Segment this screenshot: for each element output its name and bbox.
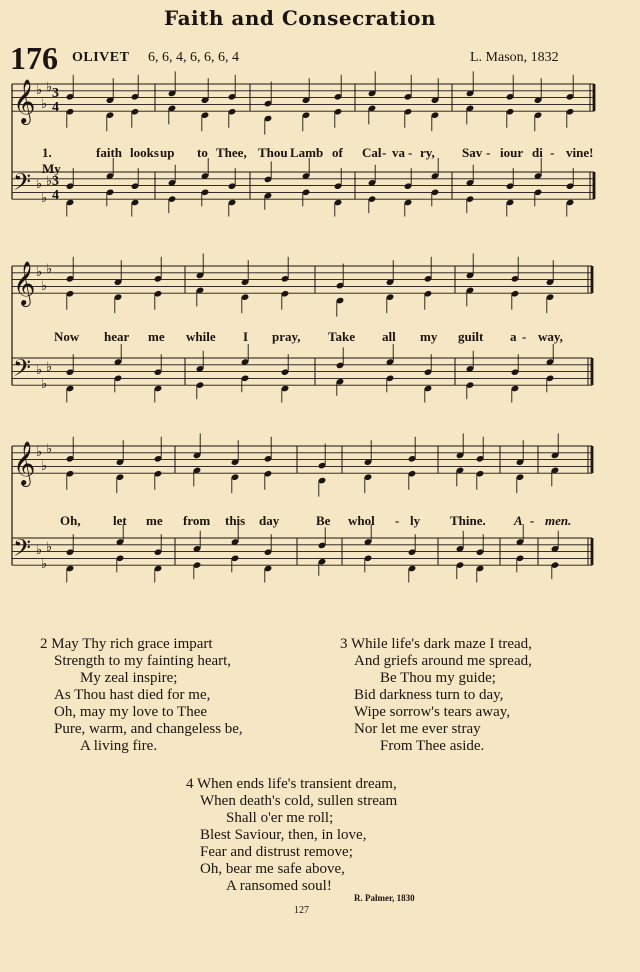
- verse-line: 4 When ends life's transient dream,: [186, 776, 397, 792]
- lyric-word: hear: [104, 329, 130, 344]
- lyric-word: -: [530, 513, 535, 528]
- verse-line: Strength to my fainting heart,: [54, 653, 232, 669]
- verse-line: 2 May Thy rich grace impart: [40, 636, 213, 652]
- lyric-word: iour: [500, 145, 524, 160]
- lyric-word: men.: [545, 513, 572, 528]
- lyric-word: day: [259, 513, 280, 528]
- flat-sign: ♭: [46, 174, 53, 189]
- bass-clef: 𝄢: [13, 354, 32, 387]
- lyric-word: -: [486, 145, 491, 160]
- lyric-word: ly: [410, 513, 421, 528]
- lyric-word: Thee,: [216, 145, 247, 160]
- verse-line: Blest Saviour, then, in love,: [200, 827, 367, 843]
- lyric-word: guilt: [458, 329, 484, 344]
- verse-line: Bid darkness turn to day,: [354, 687, 504, 703]
- verse-line: Pure, warm, and changeless be,: [54, 721, 243, 737]
- lyric-word: my: [420, 329, 438, 344]
- flat-sign: ♭: [46, 360, 53, 375]
- lyric-word: faith: [96, 145, 122, 160]
- lyric-word: whol: [348, 513, 375, 528]
- flat-sign: ♭: [46, 80, 53, 95]
- lyric-word: a: [510, 329, 517, 344]
- bass-clef: 𝄢: [13, 534, 32, 567]
- time-signature-bottom: 4: [52, 100, 59, 115]
- lyric-word: Oh,: [60, 513, 81, 528]
- lyric-word: this: [225, 513, 246, 528]
- verse-line: Shall o'er me roll;: [226, 810, 334, 826]
- lyric-word: I: [243, 329, 249, 344]
- lyric-word: A: [514, 513, 523, 528]
- verse-line: Fear and distrust remove;: [200, 844, 353, 860]
- verse-4: [186, 776, 397, 895]
- flat-sign: ♭: [41, 459, 48, 474]
- lyric-word: up: [160, 145, 175, 160]
- flat-sign: ♭: [36, 445, 43, 460]
- flat-sign: ♭: [41, 97, 48, 112]
- verse-line: And griefs around me spread,: [354, 653, 532, 669]
- lyric-word: -: [382, 145, 387, 160]
- lyric-word: Take: [328, 329, 355, 344]
- flat-sign: ♭: [41, 191, 48, 206]
- lyric-word: di: [532, 145, 543, 160]
- lyric-word: me: [146, 513, 163, 528]
- lyric-word: pray,: [272, 329, 301, 344]
- lyric-word: vine!: [566, 145, 594, 160]
- lyric-word: from: [183, 513, 211, 528]
- lyric-word: of: [332, 145, 343, 160]
- flat-sign: ♭: [36, 265, 43, 280]
- verse-line: 3 While life's dark maze I tread,: [340, 636, 532, 652]
- lyric-word: 1. My: [42, 145, 61, 176]
- tune-name: OLIVET: [72, 50, 130, 65]
- verse-line: Oh, bear me safe above,: [200, 861, 345, 877]
- time-signature-top: 3: [52, 174, 59, 189]
- lyric-word: Thine.: [450, 513, 486, 528]
- verse-2: [40, 636, 243, 755]
- flat-sign: ♭: [46, 540, 53, 555]
- time-signature-top: 3: [52, 86, 59, 101]
- verse-line: As Thou hast died for me,: [54, 687, 211, 703]
- lyric-word: to: [197, 145, 208, 160]
- verse-line: A ransomed soul!: [226, 878, 332, 894]
- lyric-word: me: [148, 329, 165, 344]
- lyric-word: all: [382, 329, 396, 344]
- lyric-word: Cal: [362, 145, 382, 160]
- treble-clef: 𝄞: [13, 441, 36, 485]
- section-title: Faith and Consecration: [163, 6, 437, 30]
- verse-line: Nor let me ever stray: [354, 721, 481, 737]
- lyric-word: looks: [130, 145, 159, 160]
- flat-sign: ♭: [36, 177, 43, 192]
- lyric-word: -: [522, 329, 527, 344]
- lyric-word: -: [550, 145, 555, 160]
- flat-sign: ♭: [36, 83, 43, 98]
- treble-clef: 𝄞: [13, 79, 36, 123]
- verse-line: When death's cold, sullen stream: [200, 793, 398, 809]
- lyric-word: ry,: [420, 145, 435, 160]
- treble-clef: 𝄞: [13, 261, 36, 305]
- lyric-word: -: [408, 145, 413, 160]
- lyric-word: Now: [54, 329, 80, 344]
- lyric-word: Lamb: [290, 145, 324, 160]
- lyric-word: while: [186, 329, 216, 344]
- lyric-word: let: [113, 513, 127, 528]
- verse-line: Wipe sorrow's tears away,: [354, 704, 511, 720]
- lyric-word: Be: [316, 513, 331, 528]
- verse-line: From Thee aside.: [380, 738, 485, 754]
- flat-sign: ♭: [46, 442, 53, 457]
- verse-line: My zeal inspire;: [80, 670, 178, 686]
- flat-sign: ♭: [41, 557, 48, 572]
- lyric-word: -: [395, 513, 400, 528]
- bass-clef: 𝄢: [13, 168, 32, 201]
- author-credit: R. Palmer, 1830: [354, 893, 415, 903]
- verse-line: A living fire.: [80, 738, 158, 754]
- hymn-number: 176: [10, 40, 58, 76]
- meter: 6, 6, 4, 6, 6, 6, 4: [148, 50, 239, 65]
- lyric-word: way,: [538, 329, 563, 344]
- verse-line: Be Thou my guide;: [380, 670, 496, 686]
- flat-sign: ♭: [46, 262, 53, 277]
- flat-sign: ♭: [36, 363, 43, 378]
- flat-sign: ♭: [41, 377, 48, 392]
- flat-sign: ♭: [36, 543, 43, 558]
- page-number: 127: [294, 905, 309, 916]
- lyric-word: Thou: [258, 145, 288, 160]
- composer: L. Mason, 1832: [470, 50, 559, 65]
- time-signature-bottom: 4: [52, 188, 59, 203]
- verse-line: Oh, may my love to Thee: [54, 704, 208, 720]
- flat-sign: ♭: [41, 279, 48, 294]
- verse-3: [340, 636, 532, 755]
- lyric-word: Sav: [462, 145, 483, 160]
- lyric-word: va: [392, 145, 405, 160]
